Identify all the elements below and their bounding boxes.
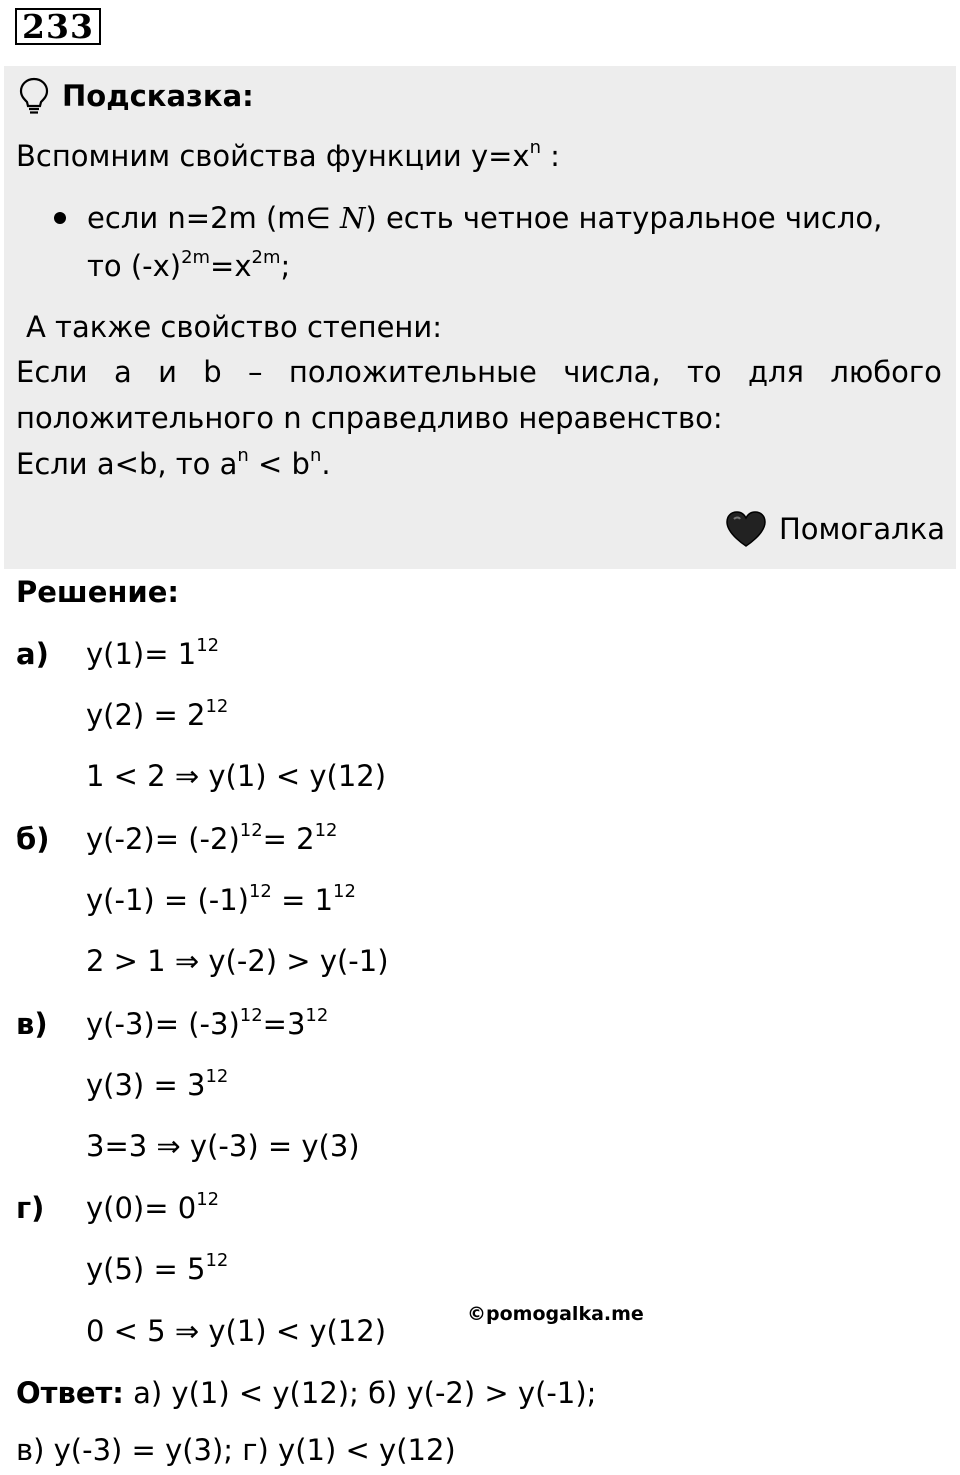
part-a-line2: $y(2) = 2^{12}$ [86, 696, 229, 732]
part-label-g: г) [16, 1191, 45, 1225]
bullet-marker [54, 212, 66, 224]
brand-label: Помогалка [779, 512, 945, 546]
part-b-line1: $y(-2)= (-2)^{12}= 2^{12}$ [86, 820, 338, 856]
lightbulb-icon [18, 76, 50, 116]
watermark: ©pomogalka.me [467, 1303, 644, 1325]
hint-bullet-line1: если n=2m (m∈ N) есть четное натуральное число, [87, 201, 883, 235]
heart-icon [725, 510, 767, 548]
part-a-line1: $y(1)= 1^{12}$ [86, 635, 220, 671]
part-a-line3: 1 < 2 ⇒ y(1) < y(12) [86, 759, 387, 793]
hint-rule-line2: положительного n справедливо неравенство: [16, 401, 723, 435]
problem-number: 233 [15, 8, 101, 45]
hint-title: Подсказка: [62, 79, 254, 113]
part-g-line3: 0 < 5 ⇒ y(1) < y(12) [86, 1314, 387, 1348]
part-g-line2: $y(5) = 5^{12}$ [86, 1250, 229, 1286]
hint-also: А также свойство степени: [26, 310, 442, 344]
hint-intro: Вспомним свойства функции $y=x^n$ : [16, 137, 560, 173]
hint-bullet-line2: то $(-x)^{2m}=x^{2m}$; [87, 247, 291, 283]
part-label-a: а) [16, 637, 49, 671]
part-b-line3: 2 > 1 ⇒ y(-2) > y(-1) [86, 944, 389, 978]
answer-line1: Ответ: а) y(1) < y(12); б) y(-2) > y(-1); [16, 1376, 597, 1410]
part-v-line2: $y(3) = 3^{12}$ [86, 1066, 229, 1102]
hint-rule-line1: Если a и b – положительные числа, то для любого [16, 355, 942, 389]
part-label-v: в) [16, 1007, 48, 1041]
part-g-line1: $y(0)= 0^{12}$ [86, 1189, 220, 1225]
hint-rule-line3: Если a<b, то $a^n < b^n$. [16, 445, 331, 481]
solution-title: Решение: [16, 575, 180, 609]
part-label-b: б) [16, 822, 50, 856]
part-b-line2: $y(-1) = (-1)^{12} = 1^{12}$ [86, 881, 356, 917]
part-v-line3: 3=3 ⇒ y(-3) = y(3) [86, 1129, 360, 1163]
answer-line2: в) y(-3) = y(3); г) y(1) < y(12) [16, 1433, 456, 1467]
answer-label: Ответ: [16, 1376, 124, 1410]
part-v-line1: $y(-3)= (-3)^{12}=3^{12}$ [86, 1005, 329, 1041]
